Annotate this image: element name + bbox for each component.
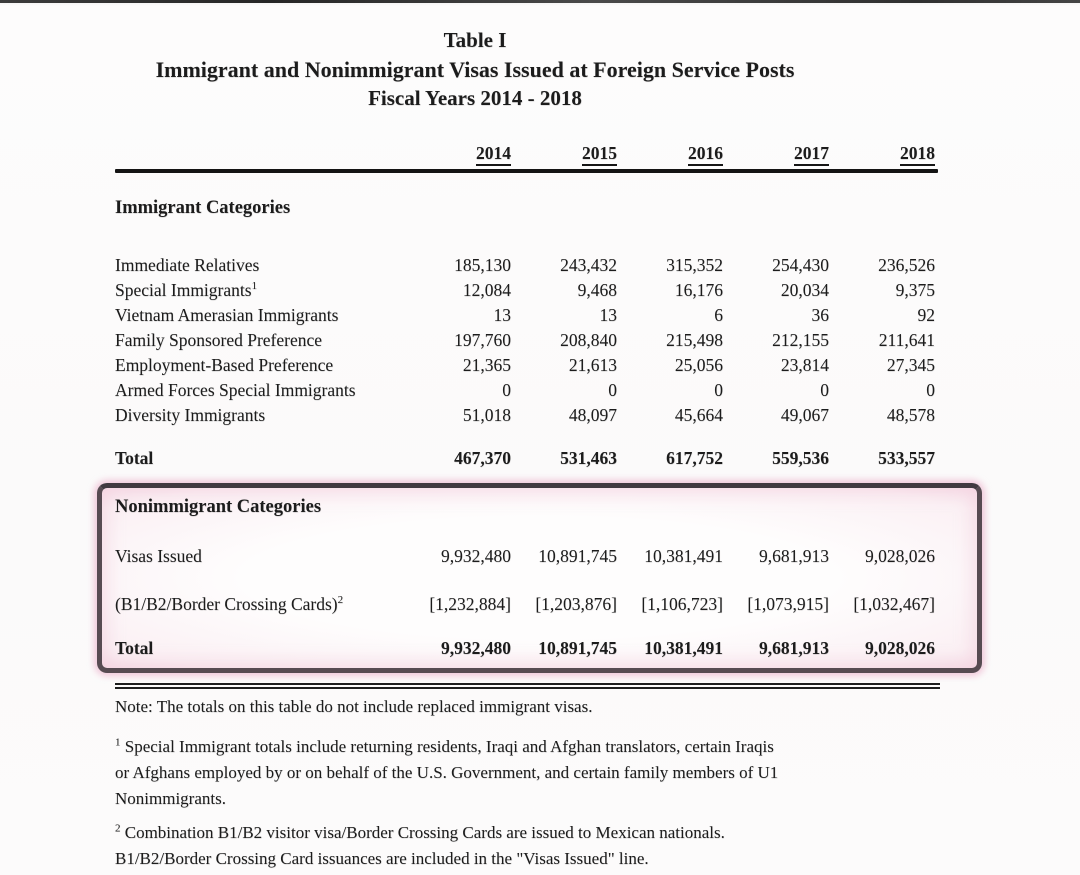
cell-2018: 48,578 [886, 405, 935, 425]
immigrant-section-heading: Immigrant Categories [115, 198, 291, 218]
row-label: Armed Forces Special Immigrants [115, 380, 356, 400]
total-2018: 533,557 [878, 448, 935, 468]
year-header-2016: 2016 [688, 143, 723, 166]
cell-2016: 16,176 [674, 280, 723, 300]
footnote-1-marker: 1 [251, 280, 258, 293]
cell-2014: 13 [493, 305, 511, 325]
row-label: Vietnam Amerasian Immigrants [115, 305, 339, 325]
cell-2017: 0 [820, 380, 829, 400]
table-main-title: Immigrant and Nonimmigrant Visas Issued at Foreign Service Posts [155, 57, 795, 82]
row-label: Special Immigrants$^1$ [115, 280, 258, 300]
cell-2016: 45,664 [674, 405, 723, 425]
cell-2016: 10,381,491 [644, 546, 723, 566]
year-header-2018: 2018 [900, 143, 935, 166]
footnote-1-line-3: Nonimmigrants. [115, 789, 226, 808]
cell-2018: 211,641 [878, 330, 935, 350]
row-label: Visas Issued [115, 546, 202, 566]
total-label: Total [115, 638, 154, 658]
total-2016: 10,381,491 [644, 638, 723, 658]
cell-2018: 27,345 [886, 355, 935, 375]
cell-2014: 12,084 [462, 280, 511, 300]
cell-2014: 21,365 [462, 355, 511, 375]
cell-2014: [1,232,884] [429, 594, 511, 614]
immigrant-total-row [115, 446, 940, 471]
cell-2016: 25,056 [674, 355, 723, 375]
total-2017: 559,536 [772, 448, 829, 468]
cell-2016: 315,352 [666, 255, 723, 275]
cell-2018: [1,032,467] [853, 594, 935, 614]
cell-2015: 48,097 [568, 405, 617, 425]
cell-2018: 9,375 [895, 280, 935, 300]
cell-2014: 9,932,480 [441, 546, 511, 566]
cell-2017: 20,034 [780, 280, 829, 300]
header-rule [115, 169, 938, 173]
cell-2017: 9,681,913 [759, 546, 829, 566]
cell-2015: 208,840 [560, 330, 617, 350]
year-header-2017: 2017 [794, 143, 829, 166]
row-label: Family Sponsored Preference [115, 330, 323, 350]
cell-2014: 0 [502, 380, 511, 400]
table-row-b1-b2-border-crossing-cards [115, 592, 935, 616]
total-2015: 10,891,745 [538, 638, 617, 658]
cell-2017: 49,067 [780, 405, 829, 425]
table-row-armed-forces [115, 378, 940, 403]
year-header-2014: 2014 [476, 143, 511, 166]
nonimmigrant-section-heading: Nonimmigrant Categories [115, 497, 322, 517]
footnote-2-marker: 2 [337, 594, 344, 607]
cell-2015: 10,891,745 [538, 546, 617, 566]
visa-table [115, 143, 940, 872]
footnote-2-line-2: B1/B2/Border Crossing Card issuances are included in the "Visas Issued" line. [115, 849, 649, 868]
cell-2014: 197,760 [454, 330, 511, 350]
total-2014: 467,370 [454, 448, 511, 468]
cell-2016: 215,498 [666, 330, 723, 350]
cell-2015: [1,203,876] [535, 594, 617, 614]
cell-2014: 185,130 [454, 255, 511, 275]
row-label: Diversity Immigrants [115, 405, 266, 425]
total-2015: 531,463 [560, 448, 617, 468]
photo-top-edge-artifact [0, 0, 1080, 3]
nonimmigrant-total-row [115, 636, 935, 660]
table-row-special-immigrants [115, 278, 940, 303]
nonimmigrant-highlight-box [97, 483, 982, 673]
footnote-1-line-1: $^1$ Special Immigrant totals include returning residents, Iraqi and Afghan translators, certain Iraqis [115, 736, 774, 756]
cell-2015: 243,432 [560, 255, 617, 275]
footnote-1 [115, 734, 940, 812]
total-2017: 9,681,913 [759, 638, 829, 658]
footnote-2-superscript: 2 [115, 822, 121, 835]
immigrant-rows [115, 253, 940, 428]
table-row-visas-issued [115, 544, 935, 568]
cell-2018: 92 [917, 305, 935, 325]
footnote-1-superscript: 1 [115, 736, 121, 749]
total-2018: 9,028,026 [865, 638, 935, 658]
row-label: Immediate Relatives [115, 255, 260, 275]
cell-2018: 236,526 [878, 255, 935, 275]
footnote-2 [115, 820, 940, 872]
footnote-2-line-1: $^2$ Combination B1/B2 visitor visa/Border Crossing Cards are issued to Mexican nationals. [115, 822, 725, 842]
cell-2017: [1,073,915] [747, 594, 829, 614]
table-row-employment-based [115, 353, 940, 378]
cell-2018: 9,028,026 [865, 546, 935, 566]
cell-2018: 0 [926, 380, 935, 400]
row-label: Employment-Based Preference [115, 355, 334, 375]
cell-2014: 51,018 [462, 405, 511, 425]
cell-2017: 212,155 [772, 330, 829, 350]
table-row-vietnam-amerasian [115, 303, 940, 328]
table-subtitle-fiscal-years: Fiscal Years 2014 - 2018 [368, 86, 582, 110]
table-row-diversity-immigrants [115, 403, 940, 428]
row-label: (B1/B2/Border Crossing Cards)$^2$ [115, 594, 344, 614]
cell-2017: 23,814 [780, 355, 829, 375]
footnote-1-line-2: or Afghans employed by or on behalf of the U.S. Government, and certain family members of U1 [115, 763, 779, 782]
table-note: Note: The totals on this table do not include replaced immigrant visas. [115, 697, 593, 716]
cell-2016: 0 [714, 380, 723, 400]
cell-2017: 36 [811, 305, 829, 325]
table-row-immediate-relatives [115, 253, 940, 278]
cell-2017: 254,430 [772, 255, 829, 275]
table-bottom-rule [115, 683, 940, 689]
table-title-block [0, 0, 950, 113]
total-2016: 617,752 [666, 448, 723, 468]
year-header-2015: 2015 [582, 143, 617, 166]
cell-2015: 0 [608, 380, 617, 400]
cell-2015: 13 [599, 305, 617, 325]
total-2014: 9,932,480 [441, 638, 511, 658]
cell-2016: [1,106,723] [641, 594, 723, 614]
total-label: Total [115, 448, 154, 468]
cell-2015: 9,468 [577, 280, 617, 300]
year-header-row [115, 143, 940, 164]
table-number-title: Table I [443, 28, 507, 52]
cell-2015: 21,613 [568, 355, 617, 375]
table-row-family-sponsored [115, 328, 940, 353]
cell-2016: 6 [714, 305, 723, 325]
